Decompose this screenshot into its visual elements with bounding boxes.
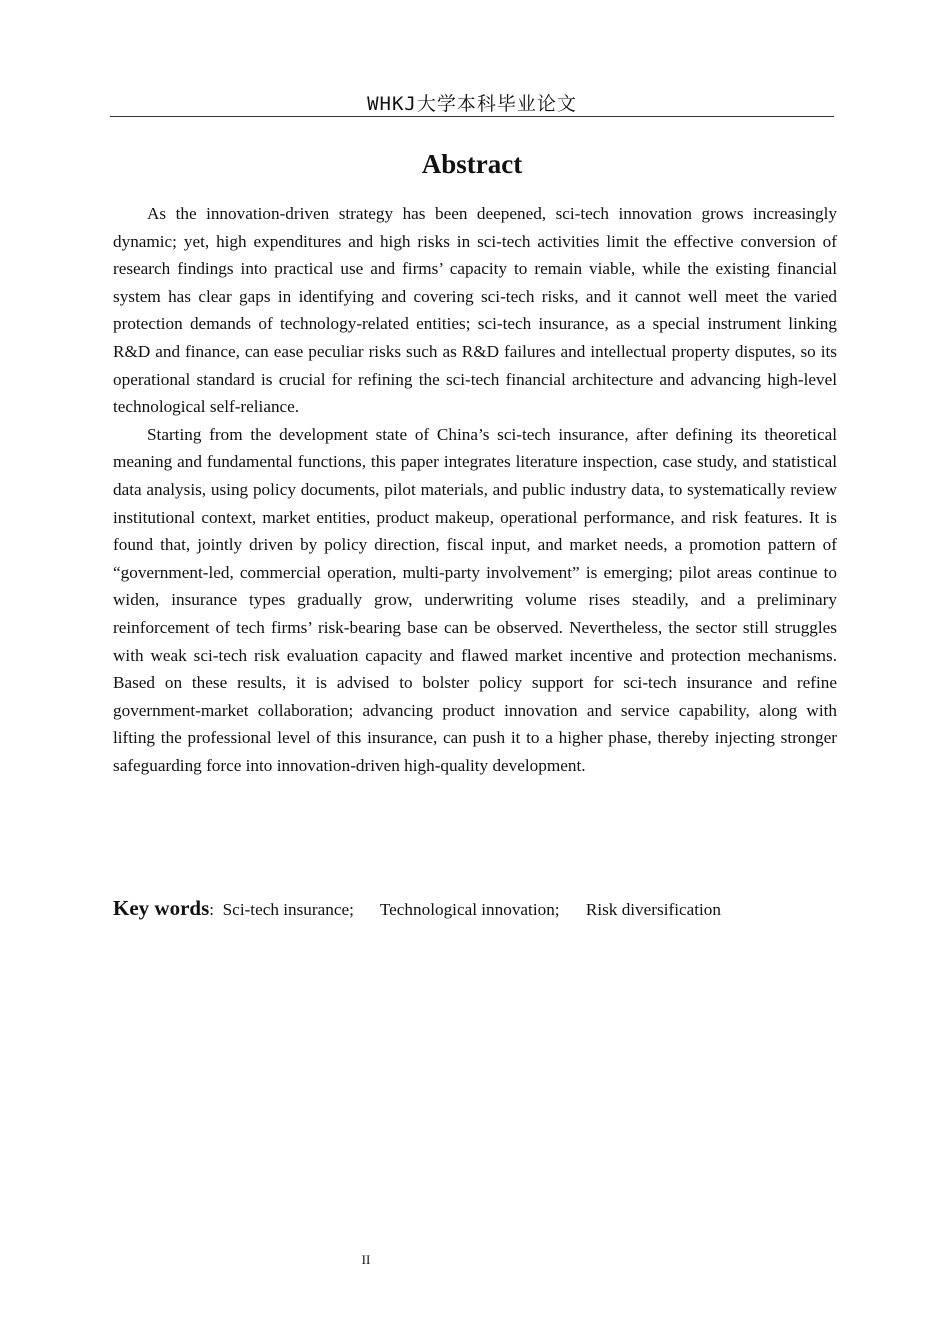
page-number: II bbox=[361, 1252, 371, 1267]
keywords-separator: : bbox=[209, 900, 215, 919]
keyword-item: Sci-tech insurance; bbox=[222, 900, 354, 919]
header-rule bbox=[110, 116, 834, 117]
keyword-item: Technological innovation; bbox=[379, 900, 560, 919]
abstract-paragraph: As the innovation-driven strategy has been deepened, sci-tech innovation grows increasingly dynamic; yet, high expenditures and high risks in sci-tech activities limit the effective conversion of research findings into practical use and firms’ capacity to remain viable, while the existing financial system has clear gaps in identifying and covering sci-tech risks, and it cannot well meet the varied protection demands of technology-related entities; sci-tech insurance, as a special instrument linking R&D and finance, can ease peculiar risks such as R&D failures and intellectual property disputes, so its operational standard is crucial for refining the sci-tech financial architecture and advancing high-level technological self-reliance. bbox=[113, 204, 837, 417]
abstract-title: Abstract bbox=[421, 149, 523, 179]
running-header: WHKJ大学本科毕业论文 bbox=[367, 93, 577, 115]
keywords-line bbox=[113, 893, 837, 925]
keywords-label: Key words bbox=[113, 896, 210, 920]
keyword-item: Risk diversification bbox=[585, 900, 721, 919]
abstract-body bbox=[113, 200, 837, 779]
abstract-paragraph: Starting from the development state of China’s sci-tech insurance, after defining its theoretical meaning and fundamental functions, this paper integrates literature inspection, case study, and statistical data analysis, using policy documents, pilot materials, and public industry data, to systematically review institutional context, market entities, product makeup, operational performance, and risk features. It is found that, jointly driven by policy direction, fiscal input, and market needs, a promotion pattern of “government-led, commercial operation, multi-party involvement” is emerging; pilot areas continue to widen, insurance types gradually grow, underwriting volume rises steadily, and a preliminary reinforcement of tech firms’ risk-bearing base can be observed. Nevertheless, the sector still struggles with weak sci-tech risk evaluation capacity and flawed market incentive and protection mechanisms. Based on these results, it is advised to bolster policy support for sci-tech insurance and refine government-market collaboration; advancing product innovation and service capability, along with lifting the professional level of this insurance, can push it to a higher phase, thereby injecting stronger safeguarding force into innovation-driven high-quality development. bbox=[113, 424, 837, 775]
